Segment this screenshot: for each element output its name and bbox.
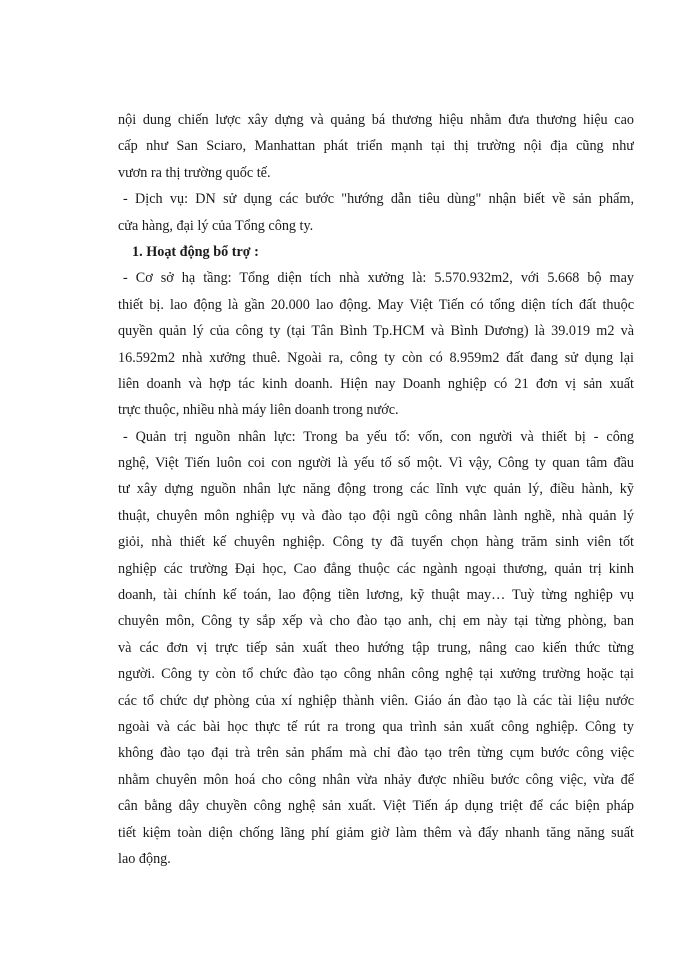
text-line: cân bằng dây chuyền công nghệ sản xuất. Việt Tiến áp dụng triệt để các biện pháp	[118, 798, 634, 815]
text-line: cửa hàng, đại lý của Tổng công ty.	[118, 217, 314, 234]
text-line: giỏi, nhà thiết kế chuyên nghiệp. Công ty đã tuyển chọn hàng trăm sinh viên tốt	[118, 534, 634, 551]
text-line: 16.592m2 nhà xưởng thuê. Ngoài ra, công ty còn có 8.959m2 đất đang sử dụng lại	[118, 349, 634, 366]
text-line: chuyên môn, Công ty sắp xếp và cho đào tạo anh, chị em này tại từng phòng, ban	[118, 613, 634, 630]
text-line: liên doanh và hợp tác kinh doanh. Hiện nay Doanh nghiệp có 21 đơn vị sản xuất	[118, 375, 634, 392]
text-line: thuật, chuyên môn nghiệp vụ và đào tạo đội ngũ công nhân lành nghề, nhà quản lý	[118, 507, 634, 524]
text-line: doanh, tài chính kế toán, lao động tiền lương, kỹ thuật may… Tuỳ từng nghiệp vụ	[118, 587, 634, 604]
text-line: và các đơn vị trực tiếp sản xuất theo hướng tập trung, nâng cao kiến thức từng	[118, 639, 634, 656]
text-line: nghệ, Việt Tiến luôn coi con người là yếu tố số một. Vì vậy, Công ty quan tâm đầu	[118, 455, 634, 472]
text-line: - Quản trị nguồn nhân lực: Trong ba yếu tố: vốn, con người và thiết bị - công	[123, 428, 634, 445]
text-line: vươn ra thị trường quốc tế.	[118, 164, 271, 181]
text-line: quyền quản lý của công ty (tại Tân Bình Tp.HCM và Bình Dương) là 39.019 m2 và	[118, 323, 634, 340]
text-line: tư xây dựng nguồn nhân lực năng động trong các lĩnh vực quản lý, điều hành, kỹ	[118, 481, 634, 498]
text-line: nội dung chiến lược xây dựng và quảng bá thương hiệu nhằm đưa thương hiệu cao	[118, 112, 634, 128]
text-line: - Dịch vụ: DN sử dụng các bước "hướng dẫn tiêu dùng" nhận biết về sản phẩm,	[123, 191, 634, 208]
text-line: nghiệp các trường Đại học, Cao đẳng thuộc các ngành ngoại thương, quản trị kinh	[118, 560, 634, 577]
text-line: các tổ chức dự phòng của xí nghiệp thành viên. Giáo án đào tạo là các tài liệu nước	[118, 692, 634, 709]
document-page	[118, 107, 634, 872]
text-line: ngoài và các bài học thực tế rút ra trong qua trình sản xuất công nghiệp. Công ty	[118, 718, 634, 735]
text-line: nhằm chuyên môn hoá cho công nhân vừa nhảy được nhiều bước công việc, vừa để	[118, 771, 634, 788]
text-line: lao động.	[118, 850, 171, 867]
section-heading: 1. Hoạt động bổ trợ :	[132, 243, 259, 260]
text-line: thiết bị. lao động là gần 20.000 lao động. May Việt Tiến có tổng diện tích đất thuộc	[118, 296, 634, 313]
text-line: không đào tạo đại trà trên sản phẩm mà chỉ đào tạo trên từng cụm bước công việc	[118, 745, 634, 762]
text-line: tiết kiệm toàn diện chống lãng phí giảm giờ làm thêm và đẩy nhanh tăng năng suất	[118, 824, 634, 841]
text-line: - Cơ sở hạ tầng: Tổng diện tích nhà xưởng là: 5.570.932m2, với 5.668 bộ may	[123, 270, 634, 287]
text-line: người. Công ty còn tổ chức đào tạo công nhân công nghệ tại xưởng trường hoặc tại	[118, 666, 634, 683]
text-line: trực thuộc, nhiều nhà máy liên doanh trong nước.	[118, 402, 399, 419]
text-line: cấp như San Sciaro, Manhattan phát triển mạnh tại thị trường nội địa cũng như	[118, 138, 634, 155]
